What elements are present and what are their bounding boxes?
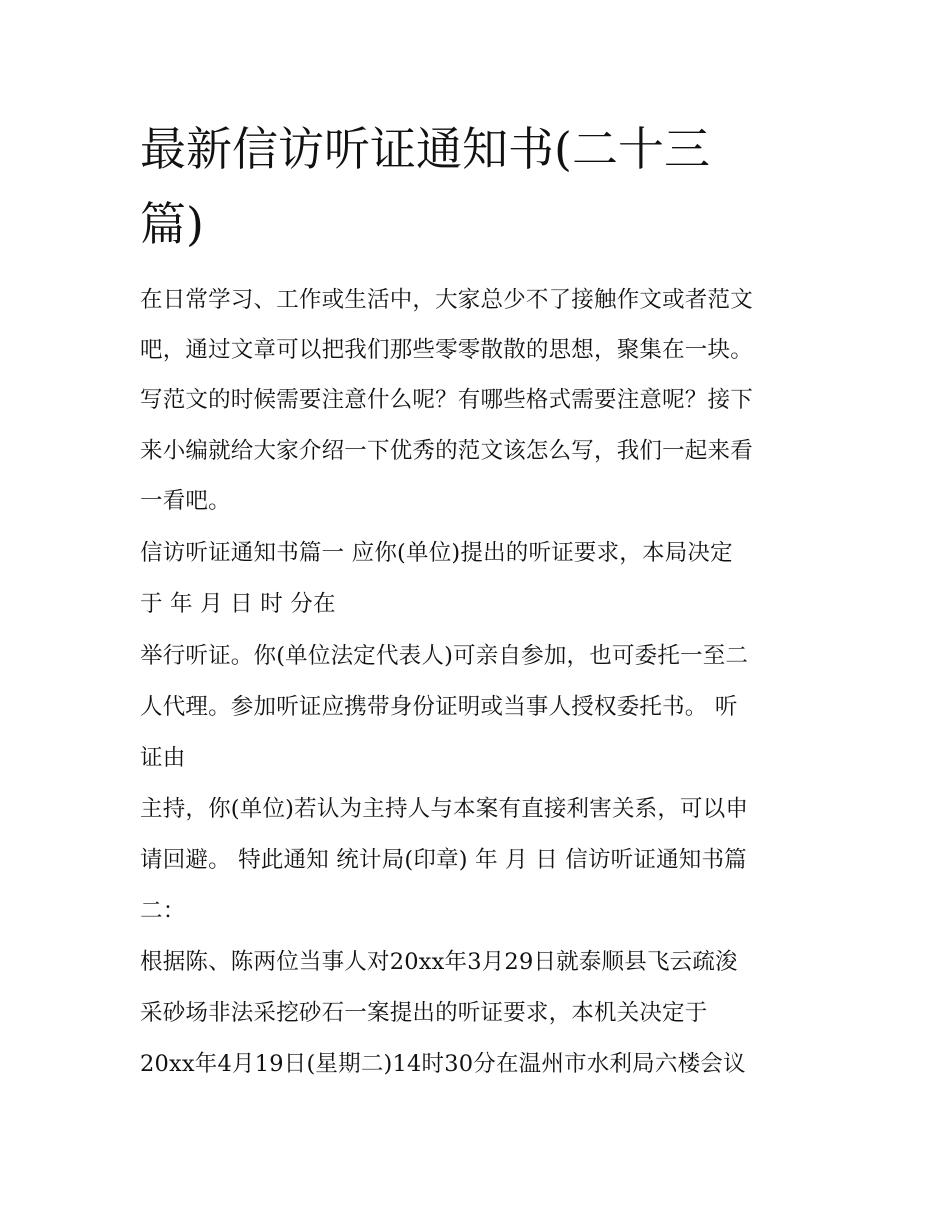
body-line-4: 来小编就给大家介绍一下优秀的范文该怎么写，我们一起来看	[140, 438, 753, 464]
body-line-7: 于 年 月 日 时 分在	[140, 591, 336, 617]
body-line-13: 二：	[140, 898, 186, 924]
document-title	[140, 112, 820, 262]
body-line-1: 在日常学习、工作或生活中，大家总少不了接触作文或者范文	[140, 287, 753, 313]
body-line-12: 请回避。 特此通知 统计局(印章) 年 月 日 信访听证通知书篇	[140, 847, 747, 873]
body-line-5: 一看吧。	[140, 488, 231, 514]
body-line-6: 信访听证通知书篇一 应你(单位)提出的听证要求，本局决定	[140, 540, 733, 566]
body-line-3: 写范文的时候需要注意什么呢？有哪些格式需要注意呢？接下	[140, 387, 753, 413]
body-line-9: 人代理。参加听证应携带身份证明或当事人授权委托书。 听	[140, 694, 738, 720]
body-line-8: 举行听证。你(单位法定代表人)可亲自参加，也可委托一至二	[140, 643, 749, 669]
body-line-14: 根据陈、陈两位当事人对20xx年3月29日就泰顺县飞云疏浚	[140, 949, 738, 975]
title-line-2: 篇)	[140, 197, 204, 251]
body-line-11: 主持，你(单位)若认为主持人与本案有直接利害关系，可以申	[140, 796, 749, 822]
title-line-1: 最新信访听证通知书(二十三	[140, 122, 710, 176]
body-line-2: 吧，通过文章可以把我们那些零零散散的思想，聚集在一块。	[140, 337, 753, 363]
body-line-10: 证由	[140, 745, 186, 771]
body-line-15: 采砂场非法采挖砂石一案提出的听证要求，本机关决定于	[140, 1000, 708, 1026]
body-line-16: 20xx年4月19日(星期二)14时30分在温州市水利局六楼会议	[140, 1051, 746, 1077]
